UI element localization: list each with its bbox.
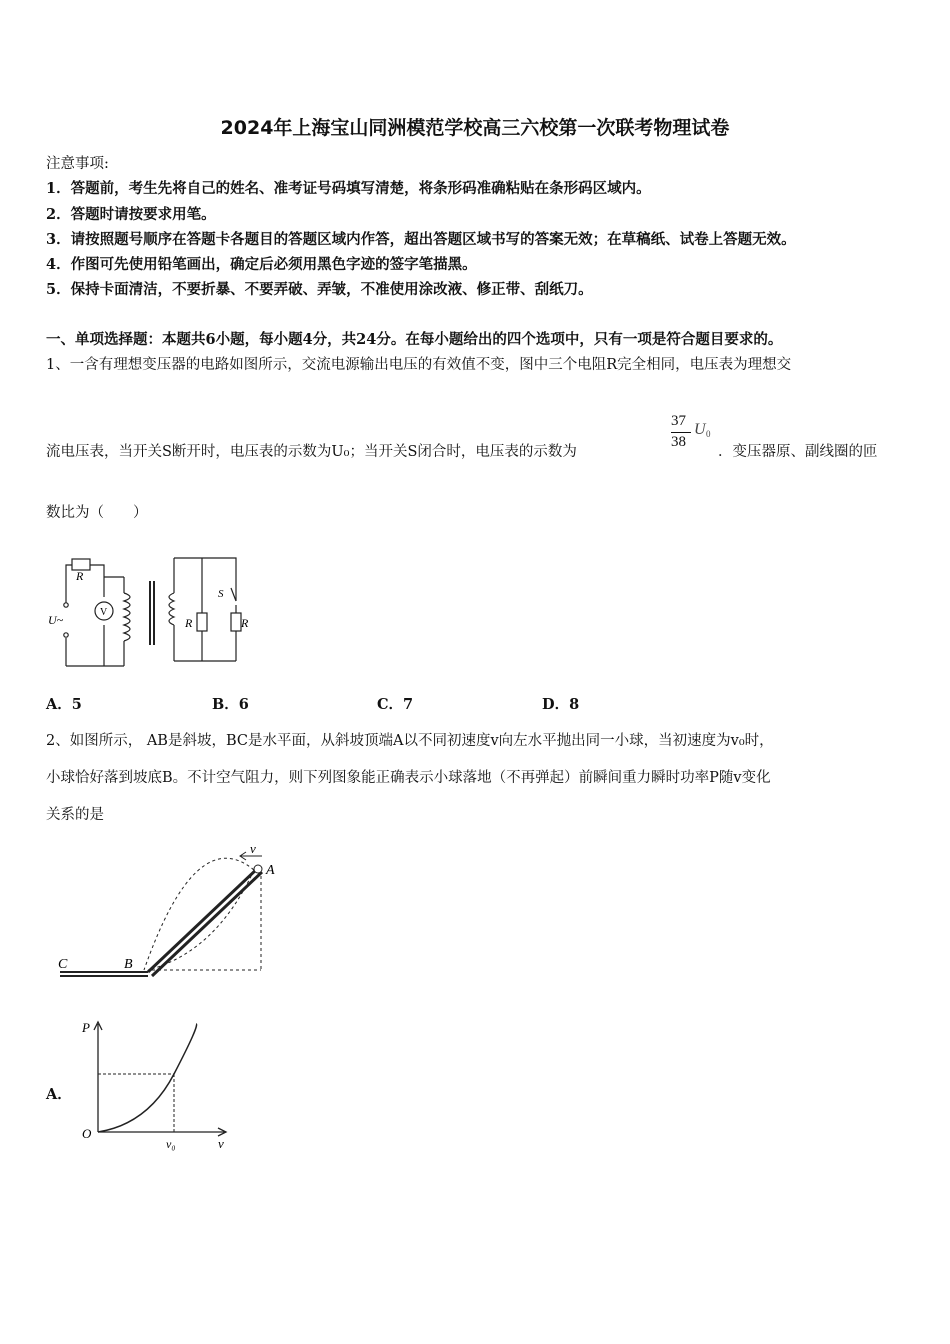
option-b: B．6 bbox=[212, 696, 249, 713]
question-2-line-1: 2、如图所示， AB是斜坡，BC是水平面，从斜坡顶端A以不同初速度v向左水平抛出同一小球，当初速度为v₀时， bbox=[46, 733, 774, 749]
transformer-circuit-diagram bbox=[46, 553, 256, 671]
question-2-line-3: 关系的是 bbox=[46, 807, 104, 823]
power-velocity-graph bbox=[78, 1014, 238, 1154]
circuit-label-u: U~ bbox=[48, 613, 64, 627]
note-item: 4．作图可先使用铅笔画出，确定后必须用黑色字迹的签字笔描黑。 bbox=[46, 256, 477, 273]
velocity-label: v bbox=[250, 842, 256, 856]
question-1-line-1: 1、一含有理想变压器的电路如图所示，交流电源输出电压的有效值不变，图中三个电阻R完全相同，电压表为理想交 bbox=[46, 357, 792, 373]
option-a: A．5 bbox=[46, 696, 82, 713]
circuit-label-r3: R bbox=[241, 616, 249, 630]
circuit-label-r: R bbox=[76, 569, 84, 583]
axis-label-v: v bbox=[218, 1136, 224, 1151]
circuit-label-voltmeter: V bbox=[100, 607, 108, 618]
question-2-line-2: 小球恰好落到坡底B。不计空气阻力，则下列图象能正确表示小球落地（不再弹起）前瞬间重力瞬时功率P随v变化 bbox=[46, 770, 771, 786]
fraction-variable: U bbox=[694, 421, 706, 438]
question-1-line-2b: ．变压器原、副线圈的匝 bbox=[718, 444, 878, 460]
section-heading: 一、单项选择题：本题共6小题，每小题4分，共24分。在每小题给出的四个选项中，只有一项是符合题目要求的。 bbox=[46, 331, 783, 348]
origin-label: O bbox=[82, 1126, 92, 1141]
point-a-label: A bbox=[266, 863, 275, 878]
option-a-graph-label: A． bbox=[46, 1086, 72, 1103]
slope-projectile-diagram bbox=[56, 842, 286, 982]
fraction-numerator: 37 bbox=[671, 413, 686, 429]
fraction-37-38-u0 bbox=[671, 413, 721, 459]
notes-heading: 注意事项: bbox=[46, 156, 109, 172]
page-title: 2024年上海宝山同洲模范学校高三六校第一次联考物理试卷 bbox=[220, 117, 730, 139]
fraction-subscript: 0 bbox=[706, 429, 711, 439]
point-c-label: C bbox=[58, 957, 68, 972]
axis-label-p: P bbox=[82, 1020, 90, 1035]
note-item: 5．保持卡面清洁，不要折暴、不要弄破、弄皱，不准使用涂改液、修正带、刮纸刀。 bbox=[46, 281, 593, 298]
note-item: 1．答题前，考生先将自己的姓名、准考证号码填写清楚，将条形码准确粘贴在条形码区域内。 bbox=[46, 180, 651, 197]
option-d: D．8 bbox=[542, 696, 580, 713]
fraction-denominator: 38 bbox=[671, 434, 686, 450]
question-1-line-2: 流电压表，当开关S断开时，电压表的示数为U₀；当开关S闭合时，电压表的示数为 bbox=[46, 444, 577, 460]
point-b-label: B bbox=[124, 957, 133, 972]
option-c: C．7 bbox=[377, 696, 414, 713]
circuit-label-r2: R bbox=[185, 616, 193, 630]
note-item: 3．请按照题号顺序在答题卡各题目的答题区域内作答，超出答题区域书写的答案无效；在草稿纸、试卷上答题无效。 bbox=[46, 231, 796, 248]
fraction-bar bbox=[671, 432, 691, 433]
circuit-label-switch: S bbox=[218, 588, 224, 600]
question-1-line-3: 数比为（ ） bbox=[46, 505, 148, 521]
tick-label-v0: v₀ bbox=[166, 1137, 176, 1151]
note-item: 2．答题时请按要求用笔。 bbox=[46, 206, 216, 223]
